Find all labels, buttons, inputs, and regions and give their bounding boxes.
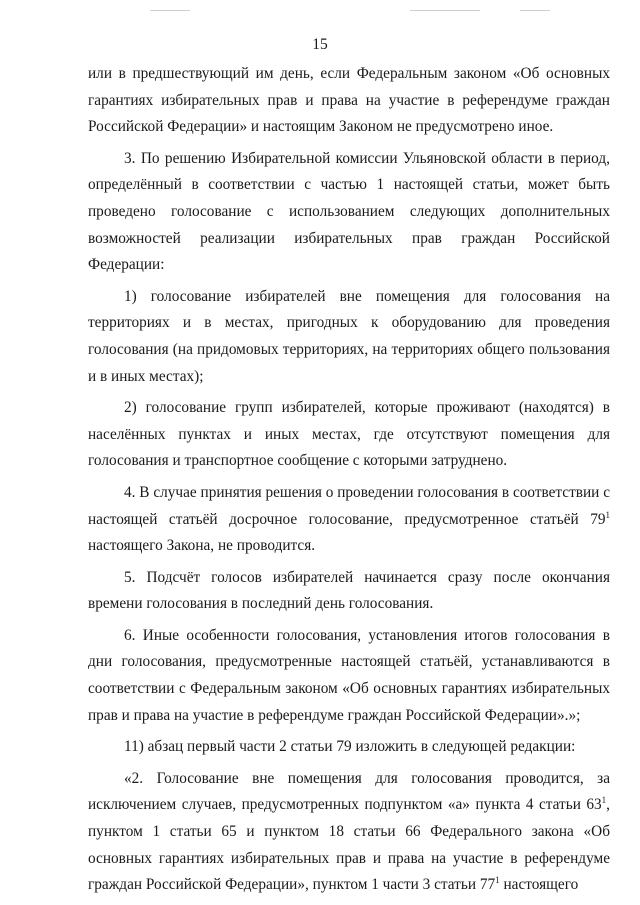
paragraph-text: 2) голосование групп избирателей, которые проживают (находятся) в населённых пунктах и иных местах, где отсутствуют помещения для голосования и транспортное сообщение с которыми затруднено. bbox=[88, 399, 610, 470]
paragraph-text: 11) абзац первый части 2 статьи 79 изложить в следующей редакции: bbox=[124, 738, 576, 756]
paragraph bbox=[88, 61, 610, 141]
paragraph-text: 6. Иные особенности голосования, установления итогов голосования в дни голосования, предусмотренные настоящей статьёй, устанавливаются в соответствии с Федеральным законом «Об основных гарантиях избирательных прав и права на участие в референдуме граждан Российской Федерации».»; bbox=[88, 626, 610, 724]
paragraph-text: «2. Голосование вне помещения для голосования проводится, за исключением случаев, предусмотренных подпунктом «а» пункта 4 статьи 63 bbox=[88, 769, 610, 814]
paragraph bbox=[88, 480, 610, 560]
document-body bbox=[88, 61, 610, 899]
superscript: 1 bbox=[605, 509, 610, 520]
paragraph bbox=[88, 284, 610, 390]
paragraph bbox=[88, 395, 610, 475]
paragraph bbox=[88, 734, 610, 761]
paragraph-text: 5. Подсчёт голосов избирателей начинается сразу после окончания времени голосования в последний день голосования. bbox=[88, 568, 610, 613]
paragraph bbox=[88, 766, 610, 899]
paragraph-text: , пунктом 1 статьи 65 и пунктом 18 статьи 66 Федерального закона «Об основных гарантиях избирательных прав и права на участие в референдуме граждан Российской Федерации», пунктом 1 части 3 статьи 77 bbox=[88, 796, 610, 894]
paragraph-text: или в предшествующий им день, если Федеральным законом «Об основных гарантиях избирательных прав и права на участие в референдуме граждан Российской Федерации» и настоящим Законом не предусмотрено иное. bbox=[88, 65, 610, 136]
superscript: 1 bbox=[601, 795, 607, 806]
paragraph-text: настоящего bbox=[499, 876, 579, 894]
page-number: 15 bbox=[312, 36, 328, 53]
superscript: 1 bbox=[495, 875, 500, 886]
paragraph bbox=[88, 565, 610, 618]
paragraph-text: 1) голосование избирателей вне помещения для голосования на территориях и в местах, пригодных к оборудованию для проведения голосования (на придомовых территориях, на территориях общего пользования и в иных местах); bbox=[88, 287, 610, 385]
paragraph bbox=[88, 146, 610, 279]
paragraph-text: 3. По решению Избирательной комиссии Ульяновской области в период, определённый в соответствии с частью 1 настоящей статьи, может быть проведено голосование с использованием следующих дополнительных возможностей реализации избирательных прав граждан Российской Федерации: bbox=[88, 149, 610, 274]
paragraph-text: настоящего Закона, не проводится. bbox=[88, 537, 316, 555]
paragraph bbox=[88, 623, 610, 729]
paragraph-text: 4. В случае принятия решения о проведении голосования в соответствии с настоящей статьёй досрочное голосование, предусмотренное статьёй 79 bbox=[88, 483, 610, 528]
